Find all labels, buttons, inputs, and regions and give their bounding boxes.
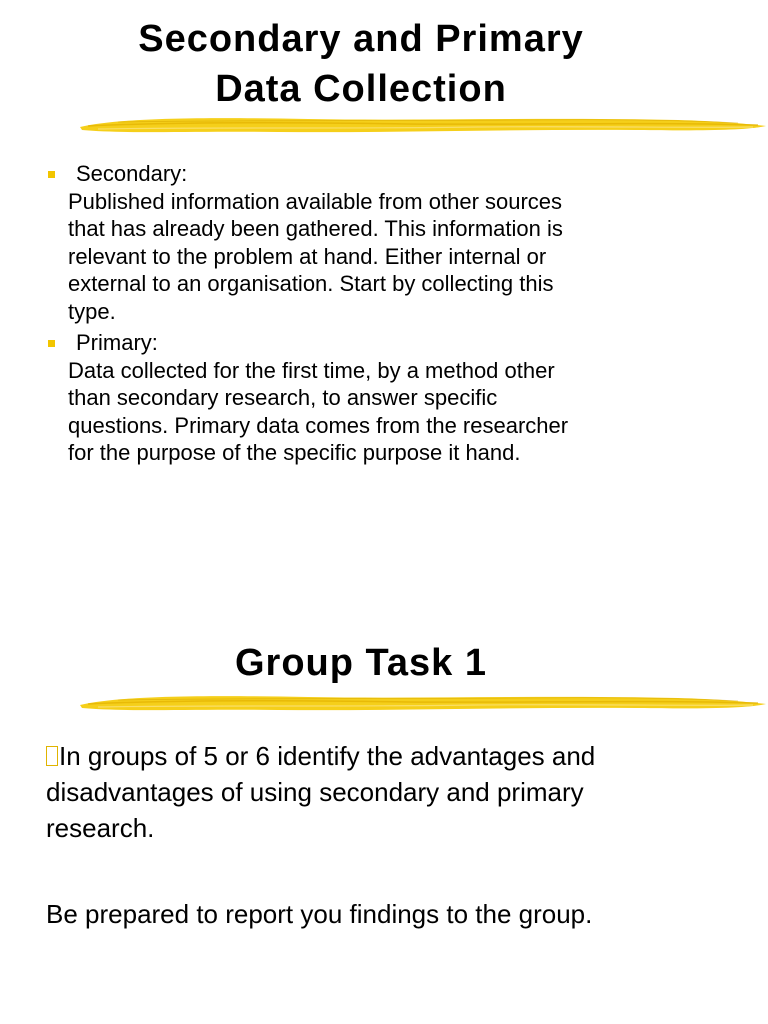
bullet-body-primary <box>46 357 726 467</box>
slide-title <box>0 638 722 688</box>
bullet-square-icon <box>48 340 55 347</box>
task-closing-line: Be prepared to report you findings to the group. <box>46 899 593 929</box>
task-line: disadvantages of using secondary and primary <box>46 777 584 807</box>
bullet-label: Primary: <box>76 330 158 355</box>
bullet-secondary <box>46 160 726 188</box>
slide-title <box>0 14 722 114</box>
bullet-list <box>46 160 726 469</box>
task-line-text: In groups of 5 or 6 identify the advantages and <box>59 741 596 771</box>
title-line-1: Group Task 1 <box>234 642 488 684</box>
bullet-label: Secondary: <box>76 161 188 186</box>
body-line: for the purpose of the specific purpose it hand. <box>68 440 521 465</box>
body-line: type. <box>68 298 116 324</box>
task-body <box>46 738 746 932</box>
title-line-2: Data Collection <box>215 68 507 110</box>
missing-glyph-icon <box>46 746 58 766</box>
slide-group-task <box>0 630 768 1024</box>
bullet-body-secondary <box>46 188 726 326</box>
body-line: Published information available from other sources <box>68 188 563 214</box>
body-line: Data collected for the first time, by a method other <box>68 357 555 383</box>
body-line: than secondary research, to answer specific <box>68 385 498 410</box>
bullet-square-icon <box>48 171 55 178</box>
body-line: relevant to the problem at hand. Either internal or <box>68 243 547 269</box>
body-line: external to an organisation. Start by collecting this <box>68 271 554 296</box>
brush-stroke-divider <box>78 112 768 138</box>
title-line-1: Secondary and Primary <box>138 18 584 60</box>
slide-secondary-primary <box>0 0 768 500</box>
body-line: that has already been gathered. This information is <box>68 216 563 241</box>
body-line: questions. Primary data comes from the researcher <box>68 412 569 438</box>
bullet-primary <box>46 329 726 357</box>
task-line <box>46 738 746 774</box>
task-line: research. <box>46 813 155 843</box>
brush-stroke-divider <box>78 690 768 716</box>
